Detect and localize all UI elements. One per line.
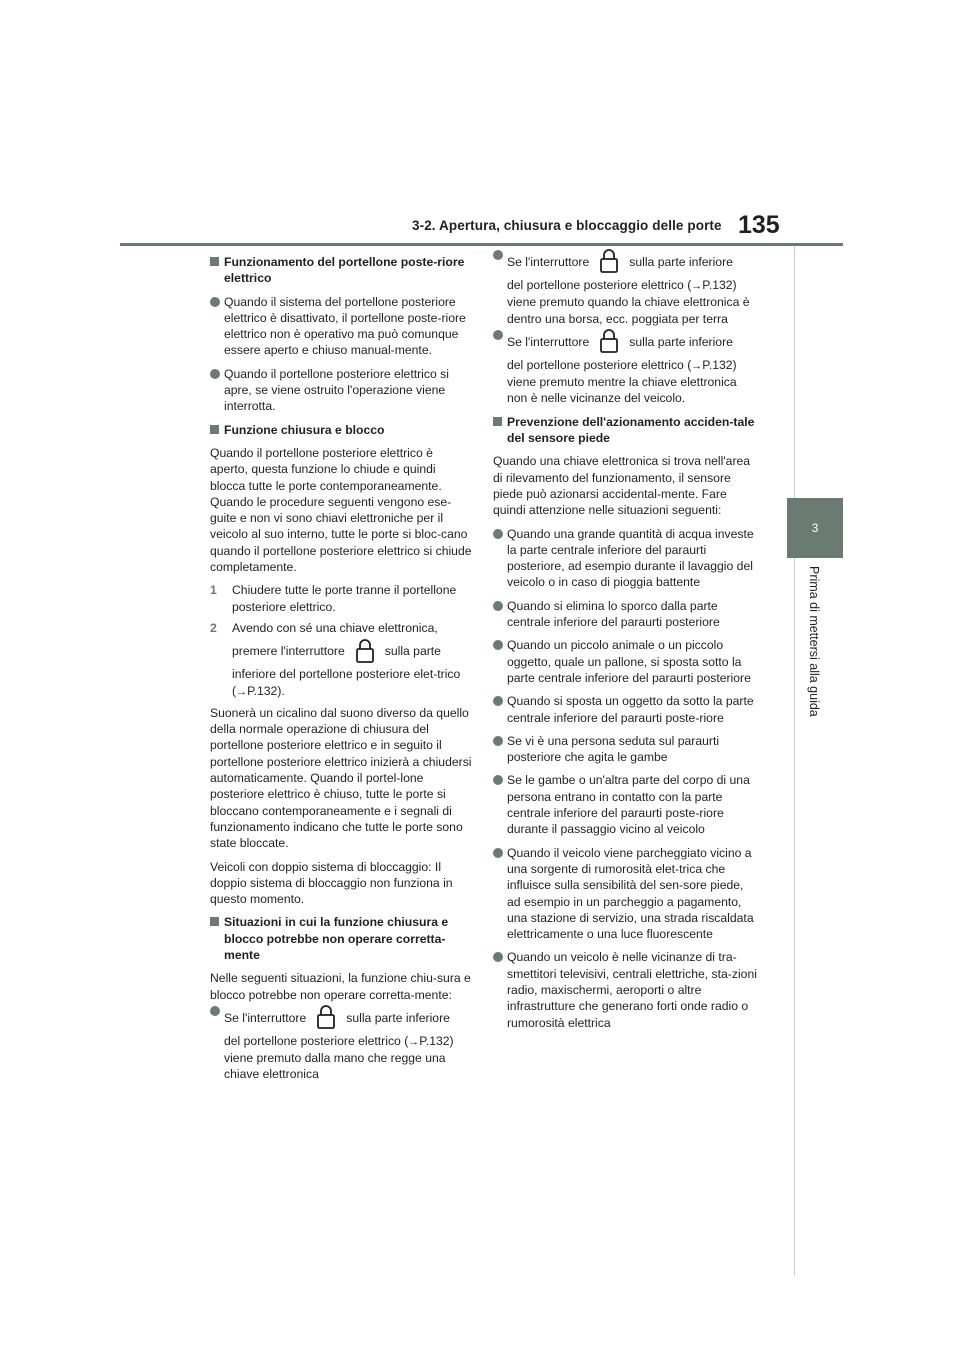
bullet-item: Quando un piccolo animale o un piccolo oggetto, quale un pallone, si sposta sotto la parte centrale inferiore del paraurti posteriore xyxy=(493,637,759,686)
chapter-tab: 3 xyxy=(787,498,843,558)
round-bullet-icon xyxy=(493,952,503,962)
header-rule xyxy=(120,243,843,246)
padlock-icon xyxy=(316,1004,336,1030)
chapter-section-title: 3-2. Apertura, chiusura e bloccaggio delle porte xyxy=(412,218,722,233)
left-column xyxy=(210,254,474,1090)
bullet-item: Quando il sistema del portellone posteriore elettrico è disattivato, il portellone poste-riore elettrico non è operativo ma può comunque essere aperto e chiuso manual-mente. xyxy=(210,294,474,359)
round-bullet-icon xyxy=(493,696,503,706)
round-bullet-icon xyxy=(493,775,503,785)
round-bullet-icon xyxy=(210,297,220,307)
paragraph: Quando una chiave elettronica si trova nell'area di rilevamento del funzionamento, il sensore piede può azionarsi accidental-mente. Fare quindi attenzione nelle situazioni seguenti: xyxy=(493,454,751,518)
bullet-item: Quando si sposta un oggetto da sotto la parte centrale inferiore del paraurti poste-riore xyxy=(493,693,759,726)
bullet-item: Se le gambe o un'altra parte del corpo di una persona entrano in contatto con la parte centrale inferiore del paraurti poste-riore durante il passaggio vicino al veicolo xyxy=(493,772,759,837)
step-item: 1 Chiudere tutte le porte tranne il portellone posteriore elettrico. xyxy=(210,583,457,614)
round-bullet-icon xyxy=(210,1006,220,1016)
bullet-item: Se l'interruttore sulla parte inferiore del portellone posteriore elettrico (→P.132) viene premuto quando la chiave elettronica è dentro una borsa, ecc. poggiata per terra xyxy=(493,247,759,327)
paragraph: Veicoli con doppio sistema di bloccaggio: Il doppio sistema di bloccaggio non funziona in questo momento. xyxy=(210,859,453,907)
right-column xyxy=(493,254,759,1038)
bullet-list xyxy=(493,526,759,1031)
arrow-icon: → xyxy=(691,280,703,292)
paragraph: Nelle seguenti situazioni, la funzione chiu-sura e blocco potrebbe non operare corretta-mente: xyxy=(210,971,471,1002)
bullet-item: Se l'interruttore sulla parte inferiore del portellone posteriore elettrico (→P.132) viene premuto mentre la chiave elettronica non è nelle vicinanze del veicolo. xyxy=(493,327,759,407)
chapter-side-label: Prima di mettersi alla guida xyxy=(807,566,821,717)
section-heading: Situazioni in cui la funzione chiusura e blocco potrebbe non operare corretta-mente xyxy=(210,914,474,963)
padlock-icon xyxy=(355,638,375,664)
round-bullet-icon xyxy=(493,330,503,340)
bullet-item: Quando il veicolo viene parcheggiato vicino a una sorgente di rumorosità elet-trica che influisce sulla sensibilità del sen-sore piede, ad esempio in un parcheggio a pagamento, una stazione di servizio, una strada riscaldata elettricamente o una luce fluorescente xyxy=(493,845,759,943)
step-number: 1 xyxy=(210,583,217,598)
section-heading: Funzione chiusura e blocco xyxy=(210,422,474,438)
bullet-item: Quando il portellone posteriore elettrico si apre, se viene ostruito l'operazione viene interrotta. xyxy=(210,366,474,415)
section-heading: Funzionamento del portellone poste-riore elettrico xyxy=(210,254,474,287)
padlock-icon xyxy=(599,328,619,354)
round-bullet-icon xyxy=(493,529,503,539)
page-number: 135 xyxy=(738,211,780,239)
section-heading: Prevenzione dell'azionamento acciden-tale del sensore piede xyxy=(493,414,759,447)
arrow-icon: → xyxy=(408,1035,420,1048)
bullet-item: Quando un veicolo è nelle vicinanze di tra-smettitori televisivi, centrali elettriche, sta-zioni radio, maxischermi, aeroporti o altre infrastrutture che generano forti onde radio o rumorosità elettrica xyxy=(493,949,759,1030)
square-bullet-icon xyxy=(210,917,219,926)
padlock-icon xyxy=(599,248,619,274)
paragraph: Quando il portellone posteriore elettrico è aperto, questa funzione lo chiude e quindi blocca tutte le porte contemporaneamente. Quando le procedure seguenti vengono ese-guite e non vi sono chiavi elettroniche per il veicolo al suo interno, tutte le porte si bloc-cano quando il portellone posteriore elettrico si chiude completamente. xyxy=(210,445,472,575)
round-bullet-icon xyxy=(493,601,503,611)
square-bullet-icon xyxy=(210,425,219,434)
bullet-item: Se vi è una persona seduta sul paraurti posteriore che agita le gambe xyxy=(493,733,759,766)
page-reference: P.132). xyxy=(247,683,285,698)
step-item: 2 Avendo con sé una chiave elettronica, premere l'interruttore sulla parte inferiore del portellone posteriore elet-trico (→P.132). xyxy=(210,620,461,698)
round-bullet-icon xyxy=(493,848,503,858)
bullet-item: Quando si elimina lo sporco dalla parte centrale inferiore del paraurti posteriore xyxy=(493,598,759,631)
square-bullet-icon xyxy=(210,257,219,266)
side-divider xyxy=(794,246,795,1276)
bullet-item: Quando una grande quantità di acqua investe la parte centrale inferiore del paraurti posteriore, ad esempio durante il lavaggio del veicolo o in caso di pioggia battente xyxy=(493,526,759,591)
page-reference: P.132) xyxy=(419,1033,454,1048)
round-bullet-icon xyxy=(210,369,220,379)
round-bullet-icon xyxy=(493,250,503,260)
page-reference: P.132) xyxy=(702,357,737,372)
arrow-icon: → xyxy=(236,685,248,698)
round-bullet-icon xyxy=(493,640,503,650)
page-reference: P.132) xyxy=(702,278,737,292)
bullet-item: Se l'interruttore sulla parte inferiore del portellone posteriore elettrico (→P.132) viene premuto dalla mano che regge una chiave elettronica xyxy=(210,1003,474,1083)
round-bullet-icon xyxy=(493,736,503,746)
square-bullet-icon xyxy=(493,417,502,426)
arrow-icon: → xyxy=(691,359,703,372)
step-number: 2 xyxy=(210,620,217,635)
paragraph: Suonerà un cicalino dal suono diverso da quello della normale operazione di chiusura del portellone posteriore elettrico e in seguito il portellone posteriore elettrico inizierà a chiudersi automaticamente. Quando il portel-lone posteriore elettrico è chiuso, tutte le porte si bloccano contemporaneamente e i segnali di funzionamento indicano che tutte le porte sono state bloccate. xyxy=(210,705,472,851)
